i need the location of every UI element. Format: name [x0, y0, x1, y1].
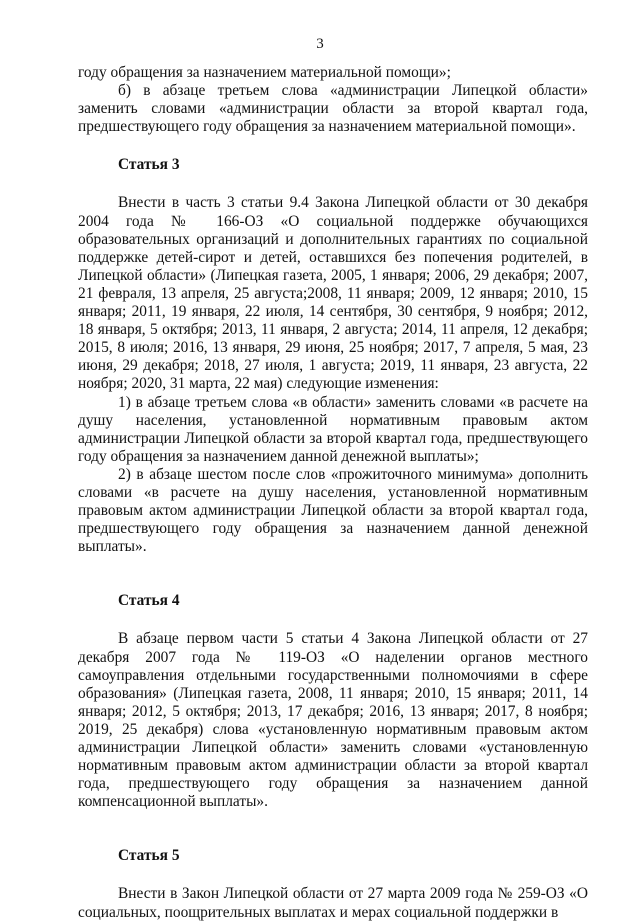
article-3-item-2: 2) в абзаце шестом после слов «прожиточного минимума» дополнить словами «в расчете на душу населения, установленной нормативным правовым актом администрации Липецкой области за второй квартал года, предшествующего году обращения за назначением данной денежной выплаты».	[78, 465, 588, 556]
article-3-heading: Статья 3	[118, 156, 180, 174]
page-number: 3	[316, 36, 324, 52]
article-3-item-1: 1) в абзаце третьем слова «в области» заменить словами «в расчете на душу населения, установленной нормативным правовым актом администрации Липецкой области за второй квартал года, предшествующего году обращения за назначением данной денежной выплаты»;	[78, 393, 588, 465]
article-4-heading: Статья 4	[118, 592, 180, 610]
article-5-text: Внести в Закон Липецкой области от 27 марта 2009 года № 259-ОЗ «О социальных, поощрительных выплатах и мерах социальной поддержки в	[78, 885, 588, 921]
document-body	[78, 64, 588, 922]
article-3-intro: Внести в часть 3 статьи 9.4 Закона Липецкой области от 30 декабря 2004 года № 166-ОЗ «О социальной поддержке обучающихся образовательных организаций и дополнительных гарантиях по социальной поддержке детей-сирот и детей, оставшихся без попечения родителей, в Липецкой области» (Липецкая газета, 2005, 1 января; 2006, 29 декабря; 2007, 21 февраля, 13 апреля, 25 августа;2008, 11 января; 2009, 12 января; 2010, 15 января; 2011, 19 января, 22 июля, 14 сентября, 30 сентября, 9 ноября; 2012, 18 января, 5 октября; 2013, 11 января, 2 августа; 2014, 11 апреля, 12 декабря; 2015, 8 июля; 2016, 13 января, 29 июня, 25 ноября; 2017, 7 апреля, 5 мая, 23 июня, 29 декабря; 2018, 27 июля, 1 августа; 2019, 11 января, 23 августа, 22 ноября; 2020, 31 марта, 22 мая) следующие изменения:	[78, 194, 588, 393]
article-4-text: В абзаце первом части 5 статьи 4 Закона Липецкой области от 27 декабря 2007 года № 119-ОЗ «О наделении органов местного самоуправления отдельными государственными полномочиями в сфере образования» (Липецкая газета, 2008, 11 января; 2010, 15 января; 2011, 14 января; 2012, 5 октября; 2013, 17 декабря; 2016, 13 января; 2017, 8 ноября; 2019, 25 декабря) слова «установленную нормативным правовым актом администрации Липецкой области» заменить словами «установленную нормативным правовым актом администрации области за второй квартал года, предшествующего году обращения за назначением данной компенсационной выплаты».	[78, 630, 588, 811]
article-5-heading: Статья 5	[118, 847, 180, 865]
paragraph-b: б) в абзаце третьем слова «администрации Липецкой области» заменить словами «администрации области за второй квартал года, предшествующего году обращения за назначением материальной помощи».	[78, 82, 588, 136]
paragraph-continuation: году обращения за назначением материальной помощи»;	[78, 64, 451, 81]
